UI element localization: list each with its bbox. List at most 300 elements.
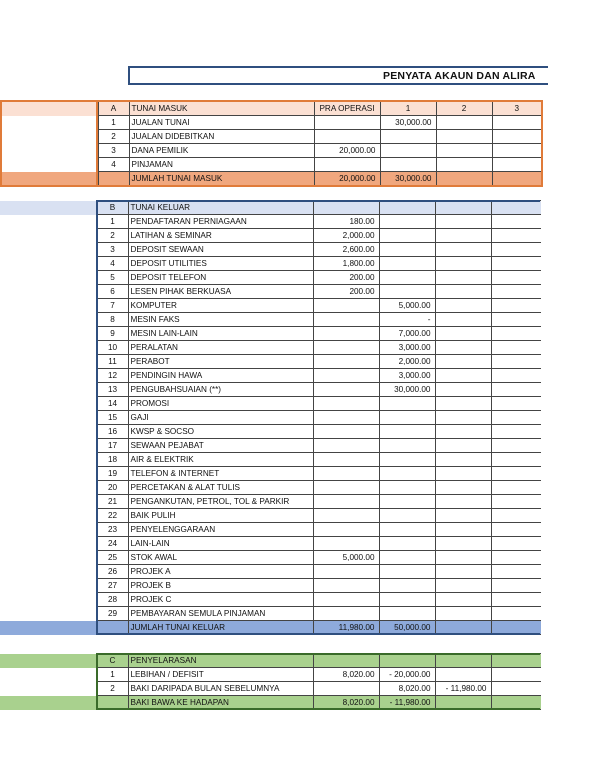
section-a-table bbox=[0, 100, 543, 187]
row-label[interactable]: GAJI bbox=[128, 411, 313, 425]
value-month-3[interactable] bbox=[491, 327, 541, 341]
row-gutter bbox=[0, 243, 97, 257]
total-label[interactable]: JUMLAH TUNAI MASUK bbox=[129, 172, 314, 187]
value-pra-operasi[interactable] bbox=[314, 130, 380, 144]
value-pra-operasi[interactable] bbox=[313, 439, 379, 453]
row-number[interactable]: 28 bbox=[97, 593, 128, 607]
row-number[interactable]: 13 bbox=[97, 383, 128, 397]
total-month-3[interactable] bbox=[491, 621, 541, 635]
value-pra-operasi[interactable] bbox=[313, 397, 379, 411]
header-cell[interactable] bbox=[435, 654, 491, 668]
value-pra-operasi[interactable] bbox=[313, 523, 379, 537]
row-number[interactable] bbox=[97, 696, 128, 710]
row-label[interactable]: PROJEK C bbox=[128, 593, 313, 607]
total-month-2[interactable] bbox=[435, 621, 491, 635]
value-month-1[interactable] bbox=[379, 257, 435, 271]
value-month-3[interactable] bbox=[491, 215, 541, 229]
value-pra-operasi[interactable] bbox=[313, 537, 379, 551]
row-label[interactable]: PROMOSI bbox=[128, 397, 313, 411]
value-month-1[interactable]: 7,000.00 bbox=[379, 327, 435, 341]
value-month-1[interactable] bbox=[379, 565, 435, 579]
value-month-1[interactable] bbox=[379, 215, 435, 229]
value-month-3[interactable] bbox=[491, 299, 541, 313]
row-gutter bbox=[0, 383, 97, 397]
value-month-2[interactable] bbox=[436, 130, 492, 144]
total-month-3[interactable] bbox=[491, 696, 541, 710]
value-month-3[interactable] bbox=[492, 130, 542, 144]
value-month-3[interactable] bbox=[491, 271, 541, 285]
row-number[interactable]: 2 bbox=[98, 130, 129, 144]
value-pra-operasi[interactable] bbox=[313, 565, 379, 579]
row-number[interactable]: 1 bbox=[97, 668, 128, 682]
value-month-1[interactable] bbox=[380, 158, 436, 172]
value-pra-operasi[interactable] bbox=[313, 467, 379, 481]
total-label[interactable]: BAKI BAWA KE HADAPAN bbox=[128, 696, 313, 710]
value-month-1[interactable] bbox=[379, 537, 435, 551]
value-month-1[interactable]: 3,000.00 bbox=[379, 341, 435, 355]
value-pra-operasi[interactable]: 180.00 bbox=[313, 215, 379, 229]
header-cell[interactable] bbox=[435, 201, 491, 215]
value-month-3[interactable] bbox=[491, 579, 541, 593]
row-gutter bbox=[0, 467, 97, 481]
column-header-month-1[interactable]: 1 bbox=[380, 101, 436, 116]
value-month-3[interactable] bbox=[491, 607, 541, 621]
row-label[interactable]: KWSP & SOCSO bbox=[128, 425, 313, 439]
row-label[interactable]: DANA PEMILIK bbox=[129, 144, 314, 158]
table-row bbox=[1, 144, 542, 158]
table-row bbox=[0, 537, 541, 551]
row-number[interactable]: 17 bbox=[97, 439, 128, 453]
value-month-1[interactable]: - bbox=[379, 313, 435, 327]
value-month-2[interactable] bbox=[435, 453, 491, 467]
value-month-2[interactable] bbox=[435, 523, 491, 537]
total-row bbox=[1, 172, 542, 187]
table-row bbox=[0, 495, 541, 509]
row-number[interactable]: 25 bbox=[97, 551, 128, 565]
value-month-3[interactable] bbox=[492, 144, 542, 158]
row-label[interactable]: DEPOSIT UTILITIES bbox=[128, 257, 313, 271]
value-month-3[interactable] bbox=[491, 537, 541, 551]
value-month-1[interactable] bbox=[379, 285, 435, 299]
column-header-month-3[interactable]: 3 bbox=[492, 101, 542, 116]
row-label[interactable]: TELEFON & INTERNET bbox=[128, 467, 313, 481]
value-month-1[interactable] bbox=[379, 481, 435, 495]
row-number[interactable]: 1 bbox=[98, 116, 129, 130]
row-gutter bbox=[1, 116, 98, 130]
table-row bbox=[0, 229, 541, 243]
value-month-2[interactable] bbox=[435, 579, 491, 593]
value-month-3[interactable] bbox=[491, 509, 541, 523]
row-number[interactable] bbox=[98, 172, 129, 187]
total-month-1[interactable]: 30,000.00 bbox=[380, 172, 436, 187]
value-month-3[interactable] bbox=[491, 383, 541, 397]
value-month-1[interactable]: 30,000.00 bbox=[379, 383, 435, 397]
table-row bbox=[0, 439, 541, 453]
value-pra-operasi[interactable] bbox=[313, 593, 379, 607]
row-number[interactable]: 4 bbox=[97, 257, 128, 271]
value-month-3[interactable] bbox=[491, 495, 541, 509]
section-c-table bbox=[0, 653, 541, 710]
value-month-1[interactable] bbox=[379, 607, 435, 621]
row-number[interactable]: 2 bbox=[97, 682, 128, 696]
value-month-3[interactable] bbox=[491, 257, 541, 271]
table-row bbox=[0, 509, 541, 523]
row-gutter bbox=[0, 271, 97, 285]
row-gutter bbox=[0, 439, 97, 453]
row-number[interactable]: 5 bbox=[97, 271, 128, 285]
section-heading[interactable]: PENYELARASAN bbox=[128, 654, 313, 668]
value-month-3[interactable] bbox=[491, 439, 541, 453]
value-month-2[interactable] bbox=[435, 397, 491, 411]
value-pra-operasi[interactable] bbox=[313, 453, 379, 467]
total-month-1[interactable]: 50,000.00 bbox=[379, 621, 435, 635]
value-month-2[interactable] bbox=[435, 229, 491, 243]
value-month-3[interactable] bbox=[491, 523, 541, 537]
value-pra-operasi[interactable] bbox=[313, 327, 379, 341]
value-month-3[interactable] bbox=[491, 411, 541, 425]
total-pra-operasi[interactable]: 8,020.00 bbox=[313, 696, 379, 710]
value-month-2[interactable] bbox=[435, 509, 491, 523]
row-label[interactable]: PROJEK A bbox=[128, 565, 313, 579]
value-month-1[interactable] bbox=[379, 467, 435, 481]
header-cell[interactable] bbox=[379, 654, 435, 668]
value-month-1[interactable] bbox=[379, 523, 435, 537]
total-month-2[interactable] bbox=[435, 696, 491, 710]
table-row bbox=[0, 668, 541, 682]
value-month-2[interactable] bbox=[435, 411, 491, 425]
table-row bbox=[0, 411, 541, 425]
value-month-1[interactable] bbox=[379, 243, 435, 257]
section-header-row bbox=[0, 201, 541, 215]
table-row bbox=[0, 355, 541, 369]
header-cell[interactable] bbox=[313, 654, 379, 668]
value-pra-operasi[interactable] bbox=[313, 509, 379, 523]
row-label[interactable]: KOMPUTER bbox=[128, 299, 313, 313]
value-month-2[interactable]: - 11,980.00 bbox=[435, 682, 491, 696]
value-month-3[interactable] bbox=[491, 682, 541, 696]
row-gutter bbox=[0, 341, 97, 355]
value-pra-operasi[interactable]: 20,000.00 bbox=[314, 144, 380, 158]
value-month-2[interactable] bbox=[435, 593, 491, 607]
row-label[interactable]: PENGANKUTAN, PETROL, TOL & PARKIR bbox=[128, 495, 313, 509]
header-cell[interactable] bbox=[379, 201, 435, 215]
row-gutter bbox=[1, 144, 98, 158]
row-label[interactable]: PEMBAYARAN SEMULA PINJAMAN bbox=[128, 607, 313, 621]
value-month-2[interactable] bbox=[435, 537, 491, 551]
row-number[interactable]: 3 bbox=[98, 144, 129, 158]
row-label[interactable]: PENGUBAHSUAIAN (**) bbox=[128, 383, 313, 397]
row-number[interactable]: 6 bbox=[97, 285, 128, 299]
value-month-3[interactable] bbox=[492, 116, 542, 130]
value-month-2[interactable] bbox=[435, 565, 491, 579]
value-month-1[interactable] bbox=[379, 439, 435, 453]
value-month-2[interactable] bbox=[435, 215, 491, 229]
row-label[interactable]: BAKI DARIPADA BULAN SEBELUMNYA bbox=[128, 682, 313, 696]
row-gutter bbox=[0, 215, 97, 229]
value-pra-operasi[interactable] bbox=[313, 411, 379, 425]
value-pra-operasi[interactable] bbox=[314, 116, 380, 130]
table-row bbox=[0, 299, 541, 313]
row-label[interactable]: LATIHAN & SEMINAR bbox=[128, 229, 313, 243]
section-heading[interactable]: TUNAI KELUAR bbox=[128, 201, 313, 215]
row-gutter bbox=[0, 495, 97, 509]
row-number[interactable]: 14 bbox=[97, 397, 128, 411]
row-number[interactable]: 22 bbox=[97, 509, 128, 523]
row-number[interactable]: 8 bbox=[97, 313, 128, 327]
value-pra-operasi[interactable]: 2,000.00 bbox=[313, 229, 379, 243]
value-month-2[interactable] bbox=[435, 439, 491, 453]
value-pra-operasi[interactable] bbox=[313, 481, 379, 495]
value-month-3[interactable] bbox=[491, 593, 541, 607]
value-month-1[interactable]: - 20,000.00 bbox=[379, 668, 435, 682]
column-header-pra-operasi[interactable]: PRA OPERASI bbox=[314, 101, 380, 116]
value-month-1[interactable] bbox=[379, 425, 435, 439]
value-month-1[interactable]: 8,020.00 bbox=[379, 682, 435, 696]
value-month-2[interactable] bbox=[435, 313, 491, 327]
row-number[interactable]: 7 bbox=[97, 299, 128, 313]
value-pra-operasi[interactable] bbox=[314, 158, 380, 172]
value-month-2[interactable] bbox=[435, 285, 491, 299]
value-pra-operasi[interactable]: 200.00 bbox=[313, 285, 379, 299]
row-label[interactable]: JUALAN TUNAI bbox=[129, 116, 314, 130]
value-month-3[interactable] bbox=[491, 285, 541, 299]
value-month-1[interactable]: 2,000.00 bbox=[379, 355, 435, 369]
table-row bbox=[0, 607, 541, 621]
value-pra-operasi[interactable] bbox=[313, 341, 379, 355]
row-gutter bbox=[0, 523, 97, 537]
row-gutter bbox=[0, 509, 97, 523]
row-number[interactable]: 20 bbox=[97, 481, 128, 495]
total-month-2[interactable] bbox=[436, 172, 492, 187]
value-month-1[interactable] bbox=[379, 551, 435, 565]
value-pra-operasi[interactable] bbox=[313, 607, 379, 621]
total-pra-operasi[interactable]: 11,980.00 bbox=[313, 621, 379, 635]
value-pra-operasi[interactable] bbox=[313, 355, 379, 369]
value-month-2[interactable] bbox=[435, 425, 491, 439]
row-gutter bbox=[0, 654, 97, 668]
row-number[interactable]: 10 bbox=[97, 341, 128, 355]
total-label[interactable]: JUMLAH TUNAI KELUAR bbox=[128, 621, 313, 635]
row-number[interactable]: 11 bbox=[97, 355, 128, 369]
row-number[interactable]: 21 bbox=[97, 495, 128, 509]
row-gutter bbox=[0, 696, 97, 710]
value-month-2[interactable] bbox=[435, 257, 491, 271]
value-pra-operasi[interactable] bbox=[313, 299, 379, 313]
row-number[interactable]: 3 bbox=[97, 243, 128, 257]
value-month-2[interactable] bbox=[436, 116, 492, 130]
value-month-2[interactable] bbox=[435, 243, 491, 257]
value-month-3[interactable] bbox=[491, 481, 541, 495]
table-row bbox=[0, 257, 541, 271]
total-month-3[interactable] bbox=[492, 172, 542, 187]
value-month-2[interactable] bbox=[435, 495, 491, 509]
value-month-1[interactable]: 30,000.00 bbox=[380, 116, 436, 130]
row-gutter bbox=[0, 355, 97, 369]
value-pra-operasi[interactable]: 1,800.00 bbox=[313, 257, 379, 271]
row-number[interactable]: 19 bbox=[97, 467, 128, 481]
header-cell[interactable] bbox=[313, 201, 379, 215]
total-month-1[interactable]: - 11,980.00 bbox=[379, 696, 435, 710]
value-month-3[interactable] bbox=[492, 158, 542, 172]
value-month-2[interactable] bbox=[435, 383, 491, 397]
row-label[interactable]: JUALAN DIDEBITKAN bbox=[129, 130, 314, 144]
value-pra-operasi[interactable] bbox=[313, 369, 379, 383]
row-label[interactable]: PINJAMAN bbox=[129, 158, 314, 172]
row-label[interactable]: MESIN LAIN-LAIN bbox=[128, 327, 313, 341]
value-pra-operasi[interactable] bbox=[313, 425, 379, 439]
value-pra-operasi[interactable]: 2,600.00 bbox=[313, 243, 379, 257]
value-month-2[interactable] bbox=[435, 327, 491, 341]
row-label[interactable]: STOK AWAL bbox=[128, 551, 313, 565]
row-gutter bbox=[1, 172, 98, 187]
row-label[interactable]: LESEN PIHAK BERKUASA bbox=[128, 285, 313, 299]
value-month-3[interactable] bbox=[491, 243, 541, 257]
value-month-1[interactable] bbox=[380, 130, 436, 144]
row-number[interactable] bbox=[97, 621, 128, 635]
value-month-2[interactable] bbox=[435, 299, 491, 313]
table-row bbox=[0, 341, 541, 355]
value-month-1[interactable] bbox=[379, 495, 435, 509]
value-month-1[interactable] bbox=[379, 509, 435, 523]
value-pra-operasi[interactable]: 5,000.00 bbox=[313, 551, 379, 565]
value-pra-operasi[interactable]: 200.00 bbox=[313, 271, 379, 285]
section-letter[interactable]: B bbox=[97, 201, 128, 215]
value-pra-operasi[interactable] bbox=[313, 383, 379, 397]
row-number[interactable]: 1 bbox=[97, 215, 128, 229]
value-month-1[interactable] bbox=[379, 411, 435, 425]
row-gutter bbox=[0, 537, 97, 551]
row-label[interactable]: PERABOT bbox=[128, 355, 313, 369]
value-pra-operasi[interactable]: 8,020.00 bbox=[313, 668, 379, 682]
value-month-2[interactable] bbox=[435, 481, 491, 495]
value-pra-operasi[interactable] bbox=[313, 495, 379, 509]
row-label[interactable]: AIR & ELEKTRIK bbox=[128, 453, 313, 467]
table-row bbox=[0, 579, 541, 593]
row-gutter bbox=[0, 551, 97, 565]
value-month-2[interactable] bbox=[435, 607, 491, 621]
value-month-2[interactable] bbox=[435, 369, 491, 383]
table-row bbox=[0, 551, 541, 565]
section-heading[interactable]: TUNAI MASUK bbox=[129, 101, 314, 116]
header-cell[interactable] bbox=[491, 654, 541, 668]
value-month-2[interactable] bbox=[435, 355, 491, 369]
title-cell[interactable] bbox=[128, 66, 548, 85]
row-label[interactable]: SEWAAN PEJABAT bbox=[128, 439, 313, 453]
row-number[interactable]: 4 bbox=[98, 158, 129, 172]
value-month-3[interactable] bbox=[491, 397, 541, 411]
value-month-1[interactable]: 3,000.00 bbox=[379, 369, 435, 383]
row-label[interactable]: DEPOSIT SEWAAN bbox=[128, 243, 313, 257]
row-number[interactable]: 27 bbox=[97, 579, 128, 593]
row-gutter bbox=[0, 313, 97, 327]
row-gutter bbox=[0, 682, 97, 696]
value-month-3[interactable] bbox=[491, 668, 541, 682]
value-pra-operasi[interactable] bbox=[313, 682, 379, 696]
value-month-2[interactable] bbox=[435, 467, 491, 481]
value-month-1[interactable] bbox=[379, 229, 435, 243]
value-month-3[interactable] bbox=[491, 341, 541, 355]
row-label[interactable]: LEBIHAN / DEFISIT bbox=[128, 668, 313, 682]
table-row bbox=[0, 523, 541, 537]
table-row bbox=[1, 158, 542, 172]
row-number[interactable]: 24 bbox=[97, 537, 128, 551]
row-label[interactable]: PERCETAKAN & ALAT TULIS bbox=[128, 481, 313, 495]
row-number[interactable]: 18 bbox=[97, 453, 128, 467]
value-month-3[interactable] bbox=[491, 467, 541, 481]
value-pra-operasi[interactable] bbox=[313, 579, 379, 593]
section-letter[interactable]: C bbox=[97, 654, 128, 668]
value-month-1[interactable] bbox=[379, 397, 435, 411]
value-month-1[interactable] bbox=[380, 144, 436, 158]
value-month-3[interactable] bbox=[491, 313, 541, 327]
total-pra-operasi[interactable]: 20,000.00 bbox=[314, 172, 380, 187]
row-number[interactable]: 23 bbox=[97, 523, 128, 537]
value-month-2[interactable] bbox=[435, 341, 491, 355]
column-header-month-2[interactable]: 2 bbox=[436, 101, 492, 116]
row-number[interactable]: 15 bbox=[97, 411, 128, 425]
row-gutter bbox=[0, 397, 97, 411]
value-month-2[interactable] bbox=[435, 271, 491, 285]
row-label[interactable]: PERALATAN bbox=[128, 341, 313, 355]
row-gutter bbox=[0, 411, 97, 425]
value-month-3[interactable] bbox=[491, 425, 541, 439]
row-number[interactable]: 12 bbox=[97, 369, 128, 383]
value-pra-operasi[interactable] bbox=[313, 313, 379, 327]
row-gutter bbox=[0, 285, 97, 299]
value-month-3[interactable] bbox=[491, 369, 541, 383]
row-label[interactable]: BAIK PULIH bbox=[128, 509, 313, 523]
row-number[interactable]: 26 bbox=[97, 565, 128, 579]
value-month-1[interactable] bbox=[379, 579, 435, 593]
header-cell[interactable] bbox=[491, 201, 541, 215]
value-month-1[interactable] bbox=[379, 593, 435, 607]
table-row bbox=[0, 565, 541, 579]
row-gutter bbox=[0, 481, 97, 495]
value-month-2[interactable] bbox=[436, 158, 492, 172]
row-number[interactable]: 29 bbox=[97, 607, 128, 621]
table-row bbox=[0, 271, 541, 285]
row-label[interactable]: DEPOSIT TELEFON bbox=[128, 271, 313, 285]
table-row bbox=[0, 453, 541, 467]
total-row bbox=[0, 621, 541, 635]
value-month-1[interactable] bbox=[379, 271, 435, 285]
row-label[interactable]: MESIN FAKS bbox=[128, 313, 313, 327]
value-month-2[interactable] bbox=[435, 551, 491, 565]
row-label[interactable]: LAIN-LAIN bbox=[128, 537, 313, 551]
row-number[interactable]: 2 bbox=[97, 229, 128, 243]
value-month-2[interactable] bbox=[435, 668, 491, 682]
row-label[interactable]: PENYELENGGARAAN bbox=[128, 523, 313, 537]
row-label[interactable]: PROJEK B bbox=[128, 579, 313, 593]
value-month-1[interactable] bbox=[379, 453, 435, 467]
row-number[interactable]: 16 bbox=[97, 425, 128, 439]
sheet-title: PENYATA AKAUN DAN ALIRA bbox=[383, 70, 536, 82]
value-month-3[interactable] bbox=[491, 229, 541, 243]
value-month-2[interactable] bbox=[436, 144, 492, 158]
row-gutter bbox=[0, 668, 97, 682]
value-month-3[interactable] bbox=[491, 565, 541, 579]
value-month-1[interactable]: 5,000.00 bbox=[379, 299, 435, 313]
row-gutter bbox=[0, 369, 97, 383]
value-month-3[interactable] bbox=[491, 355, 541, 369]
value-month-3[interactable] bbox=[491, 551, 541, 565]
row-label[interactable]: PENDAFTARAN PERNIAGAAN bbox=[128, 215, 313, 229]
value-month-3[interactable] bbox=[491, 453, 541, 467]
row-label[interactable]: PENDINGIN HAWA bbox=[128, 369, 313, 383]
row-number[interactable]: 9 bbox=[97, 327, 128, 341]
section-letter[interactable]: A bbox=[98, 101, 129, 116]
section-header-row bbox=[1, 101, 542, 116]
